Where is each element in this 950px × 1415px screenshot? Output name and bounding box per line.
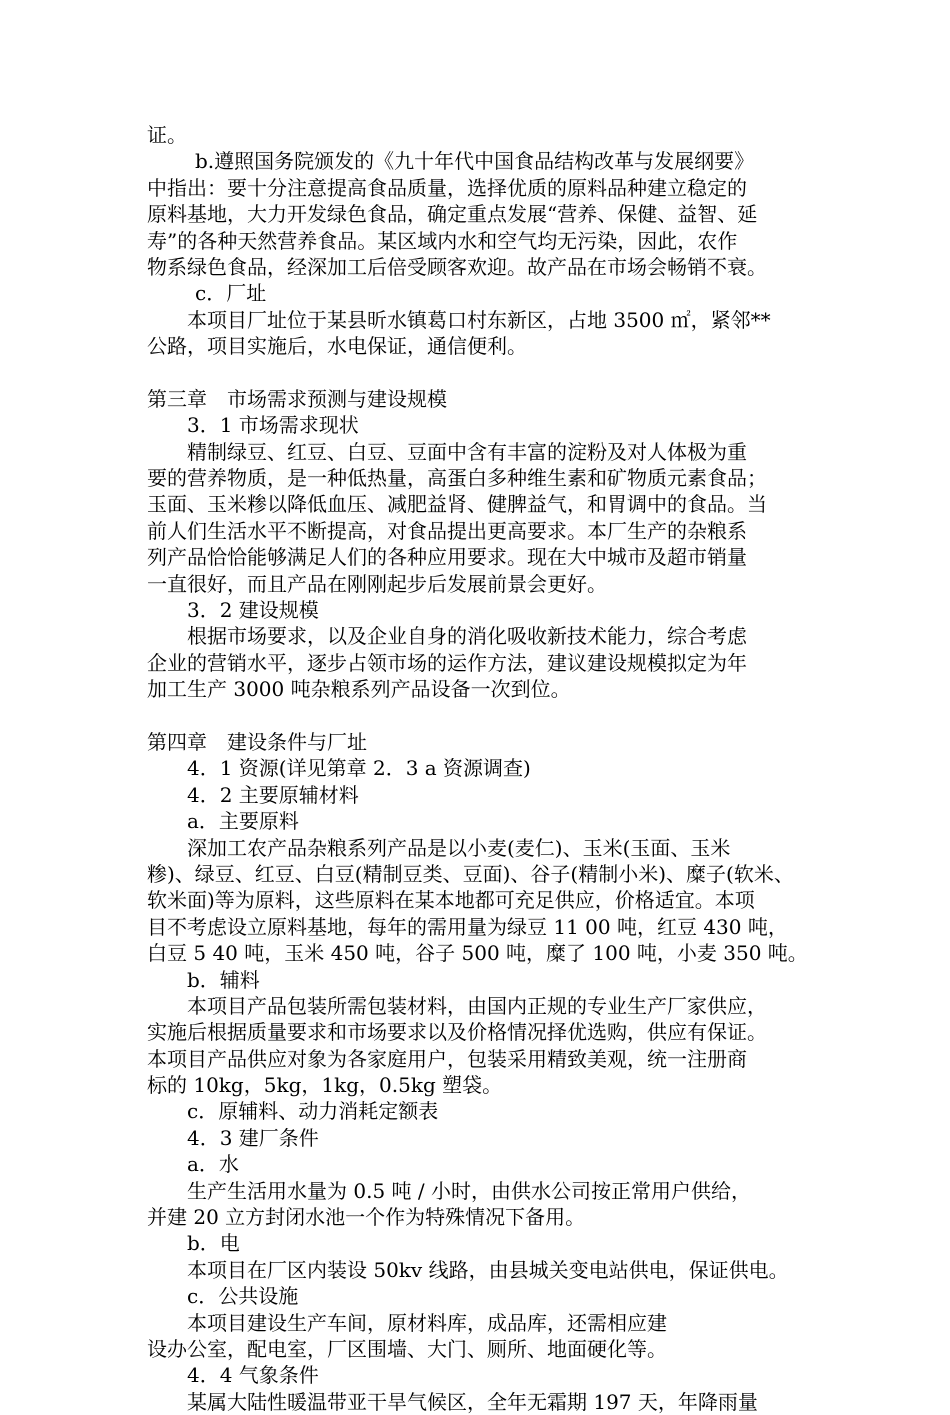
section-heading: 3．2 建设规模 xyxy=(187,598,319,623)
document-page xyxy=(147,122,819,1415)
text-line: 原料基地，大力开发绿色食品，确定重点发展“营养、保健、益智、延 xyxy=(147,202,758,227)
subsection-heading: c．原辅料、动力消耗定额表 xyxy=(187,1099,439,1124)
text-line: 某属大陆性暖温带亚干旱气候区，全年无霜期 197 天，年降雨量 xyxy=(187,1389,758,1414)
text-line: 证。 xyxy=(147,123,187,147)
text-line: 软米面)等为原料，这些原料在某本地都可充足供应，价格适宜。本项 xyxy=(147,888,755,913)
text-line: 一直很好，而且产品在刚刚起步后发展前景会更好。 xyxy=(147,571,607,596)
section-heading: 4．4 气象条件 xyxy=(187,1363,319,1388)
subsection-heading: a．主要原料 xyxy=(187,809,299,834)
chapter-heading: 第三章 市场需求预测与建设规模 xyxy=(147,386,447,411)
text-line: 公路，项目实施后，水电保证，通信便利。 xyxy=(147,334,527,359)
text-line: 糁)、绿豆、红豆、白豆(精制豆类、豆面)、谷子(精制小米)、糜子(软米、 xyxy=(147,861,794,886)
text-line: 本项目厂址位于某县昕水镇葛口村东新区，占地 3500 ㎡，紧邻** xyxy=(187,307,771,332)
subsection-heading: a．水 xyxy=(187,1152,239,1177)
text-line: 目不考虑设立原料基地，每年的需用量为绿豆 11 00 吨，红豆 430 吨， xyxy=(147,914,788,939)
text-line: 精制绿豆、红豆、白豆、豆面中含有丰富的淀粉及对人体极为重 xyxy=(187,439,747,464)
text-line: 本项目在厂区内装设 50kv 线路，由县城关变电站供电，保证供电。 xyxy=(187,1257,789,1282)
text-line: 列产品恰恰能够满足人们的各种应用要求。现在大中城市及超市销量 xyxy=(147,545,747,570)
text-line: b.遵照国务院颁发的《九十年代中国食品结构改革与发展纲要》 xyxy=(195,149,755,174)
text-line: 物系绿色食品，经深加工后倍受顾客欢迎。故产品在市场会畅销不衰。 xyxy=(147,254,767,279)
text-line: 根据市场要求，以及企业自身的消化吸收新技术能力，综合考虑 xyxy=(187,624,747,649)
text-line: 企业的营销水平，逐步占领市场的运作方法，建议建设规模拟定为年 xyxy=(147,650,747,675)
section-heading: 3．1 市场需求现状 xyxy=(187,413,359,438)
text-line: 本项目产品包装所需包装材料，由国内正规的专业生产厂家供应， xyxy=(187,993,767,1018)
blank-line xyxy=(147,360,819,386)
text-line: 前人们生活水平不断提高，对食品提出更高要求。本厂生产的杂粮系 xyxy=(147,518,747,543)
text-line: 中指出：要十分注意提高食品质量，选择优质的原料品种建立稳定的 xyxy=(147,175,747,200)
text-line: 实施后根据质量要求和市场要求以及价格情况择优选购，供应有保证。 xyxy=(147,1020,767,1045)
text-line: 白豆 5 40 吨，玉米 450 吨，谷子 500 吨，糜了 100 吨，小麦 350 吨。 xyxy=(147,941,808,966)
text-line: 本项目产品供应对象为各家庭用户，包装采用精致美观，统一注册商 xyxy=(147,1046,747,1071)
text-line: 并建 20 立方封闭水池一个作为特殊情况下备用。 xyxy=(147,1205,586,1230)
subsection-heading: b．辅料 xyxy=(187,967,260,992)
section-heading: 4．3 建厂条件 xyxy=(187,1125,319,1150)
subsection-heading: b．电 xyxy=(187,1231,240,1256)
text-line: 本项目建设生产车间，原材料库，成品库，还需相应建 xyxy=(187,1310,667,1335)
chapter-heading: 第四章 建设条件与厂址 xyxy=(147,729,367,754)
blank-line xyxy=(147,703,819,729)
text-line: 玉面、玉米糁以降低血压、减肥益肾、健脾益气，和胃调中的食品。当 xyxy=(147,492,767,517)
text-line: 要的营养物质，是一种低热量，高蛋白多种维生素和矿物质元素食品； xyxy=(147,466,767,491)
subsection-heading: c．公共设施 xyxy=(187,1284,299,1309)
text-line: 寿”的各种天然营养食品。某区域内水和空气均无污染，因此，农作 xyxy=(147,228,738,253)
text-line: 设办公室，配电室，厂区围墙、大门、厕所、地面硬化等。 xyxy=(147,1336,667,1361)
section-heading: 4．1 资源(详见第章 2．3 a 资源调查) xyxy=(187,756,531,781)
text-line: 加工生产 3000 吨杂粮系列产品设备一次到位。 xyxy=(147,677,571,702)
section-heading: c．厂址 xyxy=(195,281,267,306)
text-line: 标的 10kg，5kg，1kg，0.5kg 塑袋。 xyxy=(147,1073,503,1098)
text-line: 深加工农产品杂粮系列产品是以小麦(麦仁)、玉米(玉面、玉米 xyxy=(187,835,731,860)
text-line: 生产生活用水量为 0.5 吨 / 小时，由供水公司按正常用户供给， xyxy=(187,1178,751,1203)
section-heading: 4．2 主要原辅材料 xyxy=(187,782,359,807)
